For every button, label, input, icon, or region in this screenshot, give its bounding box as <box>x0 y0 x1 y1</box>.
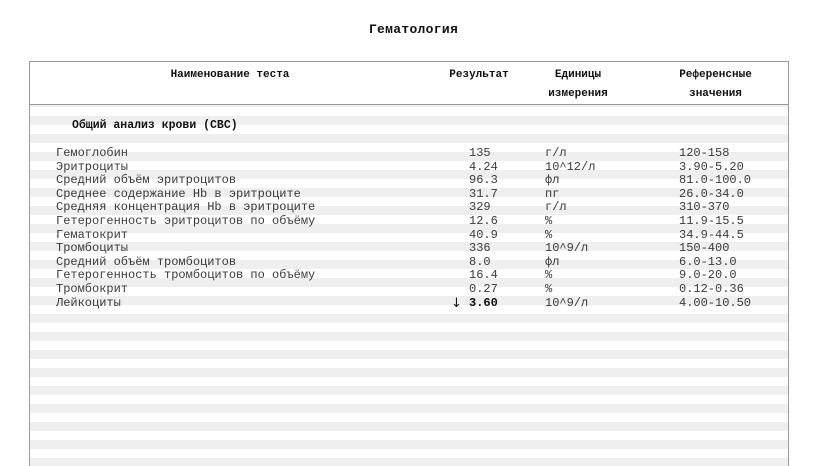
test-units: % <box>545 281 553 296</box>
test-units: г/л <box>545 200 567 215</box>
header-result: Результат <box>449 69 509 81</box>
low-flag-arrow-down-icon: ↓ <box>451 295 462 311</box>
test-units: % <box>545 227 553 242</box>
test-name: Эритроциты <box>56 159 129 174</box>
table-row <box>30 201 788 215</box>
test-reference: 120-158 <box>679 146 730 160</box>
header-ref-line2: значения <box>689 88 742 100</box>
test-units: фл <box>545 254 560 269</box>
header-reference <box>668 66 763 104</box>
table-row <box>30 161 788 175</box>
table-row <box>30 242 788 256</box>
test-result: 31.7 <box>469 186 498 201</box>
test-reference: 4.00-10.50 <box>679 295 752 310</box>
test-units: % <box>545 213 553 228</box>
test-reference: 0.12-0.36 <box>679 281 744 296</box>
test-name: Лейкоциты <box>56 295 121 310</box>
test-result: 40.9 <box>469 227 498 242</box>
test-reference: 9.0-20.0 <box>679 268 737 283</box>
test-reference: 6.0-13.0 <box>679 254 737 269</box>
header-test-name: Наименование теста <box>170 69 290 81</box>
test-reference: 26.0-34.0 <box>679 186 744 201</box>
test-units: 10^9/л <box>545 295 589 310</box>
table-row <box>30 174 788 188</box>
table-row <box>30 256 788 270</box>
test-reference: 3.90-5.20 <box>679 159 744 174</box>
table-row <box>30 147 788 161</box>
test-result: 329 <box>469 200 491 215</box>
test-units: пг <box>545 186 560 201</box>
section-title: Общий анализ крови (CBC) <box>72 119 238 132</box>
header-units-line1: Единицы <box>554 69 602 81</box>
table-rows <box>30 147 788 310</box>
test-name: Тромбоциты <box>56 241 129 256</box>
test-result: 336 <box>469 241 491 256</box>
test-result: 12.6 <box>469 213 498 228</box>
table-row <box>30 188 788 202</box>
test-name: Среднее содержание Hb в эритроците <box>56 186 301 201</box>
test-result: 3.60 <box>469 295 498 310</box>
test-result: 16.4 <box>469 268 498 283</box>
test-name: Средний объём эритроцитов <box>56 173 237 188</box>
test-units: % <box>545 268 553 283</box>
test-reference: 11.9-15.5 <box>679 213 744 228</box>
test-result: 96.3 <box>469 173 498 188</box>
test-units: 10^9/л <box>545 241 589 256</box>
test-result: 0.27 <box>469 281 498 296</box>
test-reference: 34.9-44.5 <box>679 227 744 242</box>
page-title: Гематология <box>368 22 459 37</box>
test-name: Гемоглобин <box>56 146 129 160</box>
table-row <box>30 283 788 297</box>
test-result: 135 <box>469 146 491 160</box>
table-row <box>30 215 788 229</box>
results-table <box>29 61 789 466</box>
test-name: Средний объём тромбоцитов <box>56 254 237 269</box>
test-name: Гетерогенность тромбоцитов по объёму <box>56 268 316 283</box>
test-result: 4.24 <box>469 159 498 174</box>
table-row <box>30 269 788 283</box>
test-name: Средняя концентрация Hb в эритроците <box>56 200 316 215</box>
test-reference: 310-370 <box>679 200 730 215</box>
test-reference: 150-400 <box>679 241 730 256</box>
test-units: 10^12/л <box>545 159 596 174</box>
test-reference: 81.0-100.0 <box>679 173 752 188</box>
test-name: Тромбокрит <box>56 281 129 296</box>
test-result: 8.0 <box>469 254 491 269</box>
table-header <box>30 62 788 105</box>
header-ref-line1: Референсные <box>679 69 752 81</box>
header-units-line2: измерения <box>548 88 608 100</box>
test-name: Гематокрит <box>56 227 129 242</box>
test-units: г/л <box>545 146 567 160</box>
table-row <box>30 297 788 311</box>
test-name: Гетерогенность эритроцитов по объёму <box>56 213 316 228</box>
header-units <box>528 66 628 104</box>
test-units: фл <box>545 173 560 188</box>
table-row <box>30 229 788 243</box>
